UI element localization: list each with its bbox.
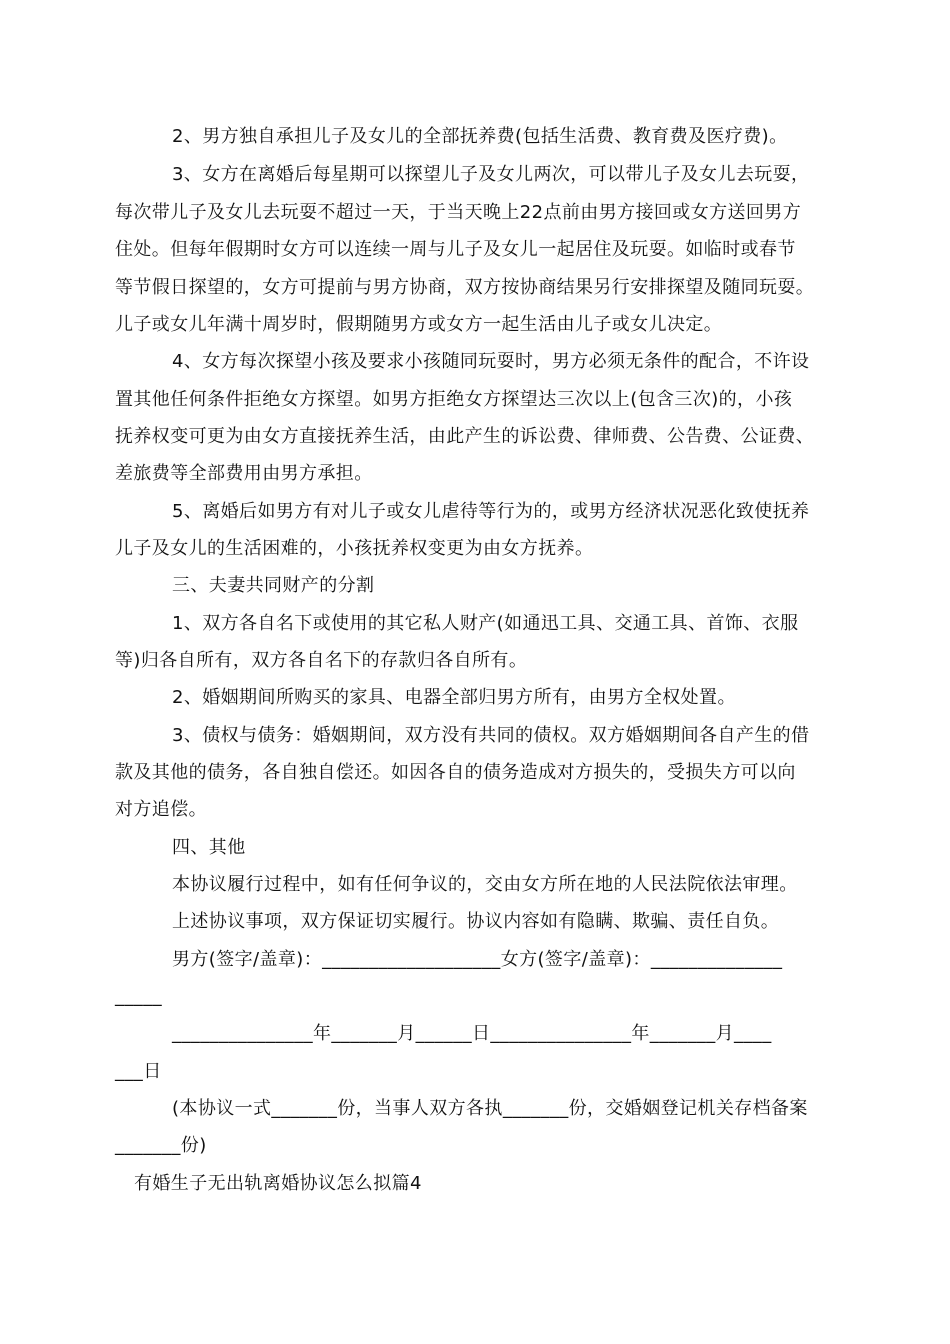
paragraph-line: 儿子及女儿的生活困难的，小孩抚养权变更为由女方抚养。 [115,538,594,559]
paragraph-line: 2、男方独自承担儿子及女儿的全部抚养费(包括生活费、教育费及医疗费)。 [172,126,788,147]
copies-note: (本协议一式_______份，当事人双方各执_______份，交婚姻登记机关存档备案 [172,1098,808,1119]
next-section-title: 有婚生子无出轨离婚协议怎么拟篇4 [134,1173,422,1194]
signature-line: 男方(签字/盖章)：___________________女方(签字/盖章)：______________ [172,949,783,970]
paragraph-line: 4、女方每次探望小孩及要求小孩随同玩耍时，男方必须无条件的配合，不许设 [172,351,810,372]
paragraph-line: 上述协议事项，双方保证切实履行。协议内容如有隐瞒、欺骗、责任自负。 [172,911,780,932]
paragraph-line: 5、离婚后如男方有对儿子或女儿虐待等行为的，或男方经济状况恶化致使抚养 [172,501,810,522]
date-line: _______________年_______月______日_______________年_______月____ [172,1023,772,1044]
paragraph-line: 住处。但每年假期时女方可以连续一周与儿子及女儿一起居住及玩耍。如临时或春节 [115,239,796,260]
paragraph-line: 3、女方在离婚后每星期可以探望儿子及女儿两次，可以带儿子及女儿去玩耍， [172,164,810,185]
section-heading: 四、其他 [172,837,246,858]
paragraph-line: 置其他任何条件拒绝女方探望。如男方拒绝女方探望达三次以上(包含三次)的，小孩 [115,389,793,410]
paragraph-line: 对方追偿。 [115,799,207,820]
paragraph-line: 儿子或女儿年满十周岁时，假期随男方或女方一起生活由儿子或女儿决定。 [115,314,723,335]
paragraph-line: 本协议履行过程中，如有任何争议的，交由女方所在地的人民法院依法审理。 [172,874,798,895]
section-heading: 三、夫妻共同财产的分割 [172,575,375,596]
date-line: ___日 [115,1061,162,1082]
paragraph-line: 款及其他的债务，各自独自偿还。如因各自的债务造成对方损失的，受损失方可以向 [115,762,796,783]
paragraph-line: 每次带儿子及女儿去玩耍不超过一天，于当天晚上22点前由男方接回或女方送回男方 [115,202,802,223]
paragraph-line: 差旅费等全部费用由男方承担。 [115,463,373,484]
paragraph-line: 2、婚姻期间所购买的家具、电器全部归男方所有，由男方全权处置。 [172,687,736,708]
copies-note: _______份) [115,1135,207,1156]
paragraph-line: 等节假日探望的，女方可提前与男方协商，双方按协商结果另行安排探望及随同玩耍。 [115,277,815,298]
paragraph-line: 3、债权与债务：婚姻期间，双方没有共同的债权。双方婚姻期间各自产生的借 [172,725,810,746]
paragraph-line: 1、双方各自名下或使用的其它私人财产(如通迅工具、交通工具、首饰、衣服 [172,613,799,634]
paragraph-line: 等)归各自所有，双方各自名下的存款归各自所有。 [115,650,528,671]
paragraph-line: 抚养权变可更为由女方直接抚养生活，由此产生的诉讼费、律师费、公告费、公证费、 [115,426,815,447]
signature-line: _____ [115,986,162,1007]
